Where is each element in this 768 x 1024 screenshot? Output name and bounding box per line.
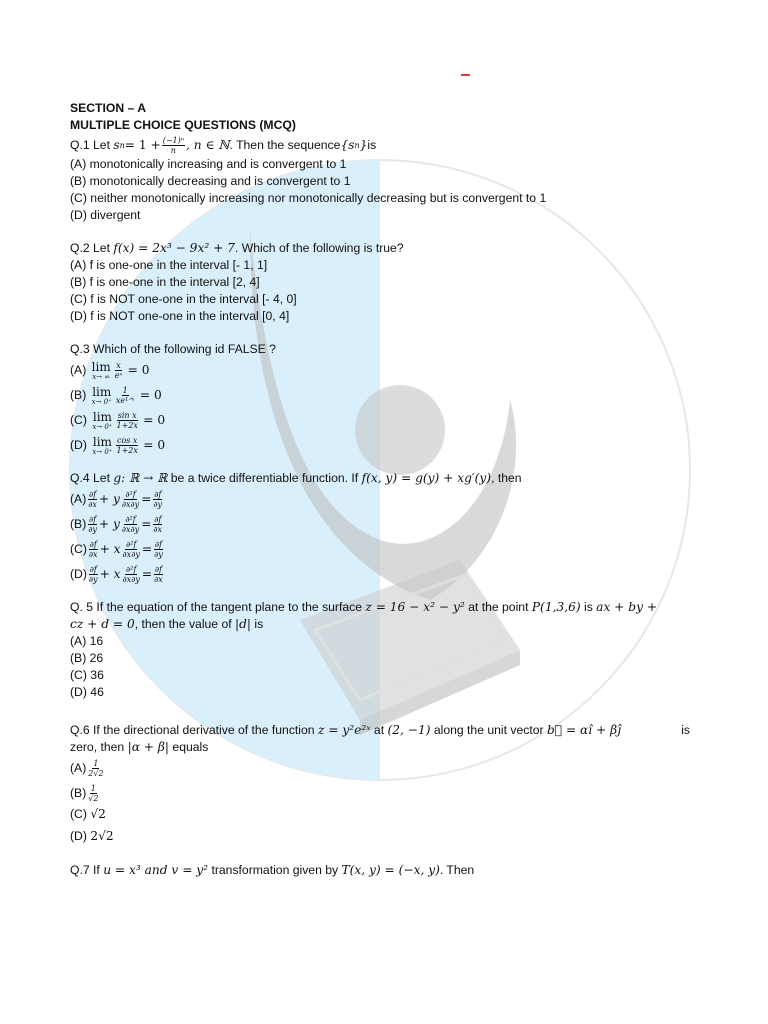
q4-stem: Q.4 Let g: ℝ → ℝ be a twice differentiable function. If f(x, y) = g(y) + xg′(y), then: [70, 471, 522, 485]
q1-option-b: (B) monotonically decreasing and is convergent to 1: [70, 174, 351, 188]
q6-option-b: (B) $\frac{1}{√2}$: [70, 784, 99, 803]
q1-option-d: (D) divergent: [70, 208, 141, 222]
q5-option-c: (C) 36: [70, 668, 104, 682]
q2-option-d: (D) f is NOT one-one in the interval [0, 4]: [70, 309, 290, 323]
section-subtitle: MULTIPLE CHOICE QUESTIONS (MCQ): [70, 118, 296, 132]
question-paper: [70, 100, 700, 879]
q5-stem-line2: cz + d = 0, then the value of |d| is: [70, 617, 264, 631]
q6-option-a: (A) $\frac{1}{2√2}$: [70, 759, 104, 778]
q4-option-c: (C) $\frac{\partial f}{\partial x}$ + x $\frac{\text{∂²f}}{\partial x\partial y}$ = $\frac{\partial f}{\partial y}$: [70, 540, 163, 559]
red-dash-mark: [461, 74, 470, 76]
q4-option-a: (A) $\frac{\partial f}{\partial x}$ + y $\frac{\text{∂²f}}{\partial x\partial y}$ = $\frac{\partial f}{\partial y}$: [70, 490, 163, 509]
q3-stem: Q.3 Which of the following id FALSE ?: [70, 342, 276, 356]
q5-option-d: (D) 46: [70, 685, 104, 699]
q3-option-b: (B) lim x→ 0⁺ $\frac{1}{\text{xe¹ᐟˣ}}$ = 0: [70, 384, 162, 406]
q3-option-d: (D) lim x→ 0⁺ $\frac{\text{cos x}}{1+2x}$ = 0: [70, 434, 166, 456]
q5-option-a: (A) 16: [70, 634, 104, 648]
q6-option-c: (C) √2: [70, 807, 106, 821]
q3-option-a: (A) lim x→ ∞ $\frac{x}{\text{eˣ}}$ = 0: [70, 359, 150, 381]
q4-option-d: (D) $\frac{\partial f}{\partial y}$ + x $\frac{\text{∂²f}}{\partial x\partial y}$ = $\frac{\partial f}{\partial x}$: [70, 565, 163, 584]
q2-option-c: (C) f is NOT one-one in the interval [- 4, 0]: [70, 292, 297, 306]
section-title: SECTION – A: [70, 101, 147, 115]
q1-stem: Q.1 Let s n = 1 + $\frac{\text{(−1)ⁿ}}{n}$ , n ∈ ℕ . Then the sequence {s n } is: [70, 135, 377, 155]
q6-option-d: (D) 2√2: [70, 829, 114, 843]
q7-stem: Q.7 If u = x³ and v = y² transformation given by T(x, y) = (−x, y). Then: [70, 863, 475, 877]
q2-option-a: (A) f is one-one in the interval [- 1, 1]: [70, 258, 268, 272]
q5-option-b: (B) 26: [70, 651, 104, 665]
q1-fraction: $\frac{\text{(−1)ⁿ}}{n}$: [162, 135, 185, 155]
q5-stem-line1: Q. 5 If the equation of the tangent plane to the surface z = 16 − x² − y² at the point P(1,3,6) is ax + by +: [70, 600, 658, 614]
q3-option-c: (C) lim x→ 0⁺ $\frac{\text{sin x}}{1+2x}$ = 0: [70, 409, 166, 431]
q2-stem: Q.2 Let f(x) = 2x³ − 9x² + 7. Which of the following is true?: [70, 241, 404, 255]
q4-option-b: (B) $\frac{\partial f}{\partial y}$ + y $\frac{\text{∂²f}}{\partial x\partial y}$ = $\frac{\partial f}{\partial x}$: [70, 515, 163, 534]
q6-stem-line2: zero, then |α + β| equals: [70, 740, 209, 754]
q1-option-c: (C) neither monotonically increasing nor monotonically decreasing but is convergent to 1: [70, 191, 547, 205]
q2-option-b: (B) f is one-one in the interval [2, 4]: [70, 275, 260, 289]
q6-stem-line1: Q.6 If the directional derivative of the function z = y²e²ˣ at (2, −1) along the unit vector b⃗ = αî + βĵ is: [70, 723, 690, 737]
q1-option-a: (A) monotonically increasing and is convergent to 1: [70, 157, 347, 171]
